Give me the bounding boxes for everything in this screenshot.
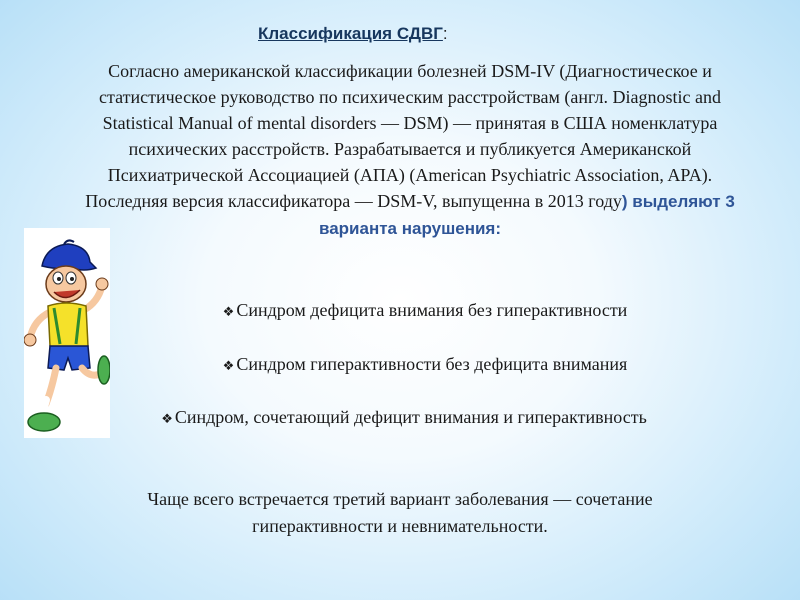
bullet-item: [100, 352, 750, 379]
intro-highlight: ) выделяют 3 варианта нарушения:: [318, 192, 735, 238]
cartoon-boy-cap-icon: [24, 228, 110, 438]
bullet-item: [100, 298, 750, 325]
bullet-text: Синдром дефицита внимания без гиперактивности: [236, 300, 628, 320]
title-text: Классификация СДВГ: [258, 24, 443, 43]
diamond-bullet-icon: ❖: [161, 412, 173, 427]
intro-text: Согласно американской классификации болезней DSM-IV (Диагностическое и статистическое руководство по психическим расстройствам (англ. Diagnostic and Statistical Manual of mental disorders — DSM) — принятая в США номенклатура психических расстройств. Разрабатывается и публикуется Американской Психиатрической Ассоциацией (АПА) (American Psychiatric Association, APA). Последняя версия классификатора — DSM-V, выпущенна в 2013 году: [85, 61, 721, 211]
bullet-text: Синдром гиперактивности без дефицита внимания: [236, 354, 628, 374]
bullet-item: [104, 405, 704, 432]
intro-paragraph: [80, 58, 740, 242]
title-colon: :: [442, 24, 448, 43]
slide-title: [258, 24, 448, 44]
bullet-text: Синдром, сочетающий дефицит внимания и гиперактивность: [174, 407, 647, 427]
diamond-bullet-icon: ❖: [222, 359, 235, 374]
diamond-bullet-icon: ❖: [222, 305, 235, 320]
conclusion-paragraph: Чаще всего встречается третий вариант заболевания — сочетание гиперактивности и невнимательности.: [147, 489, 653, 536]
